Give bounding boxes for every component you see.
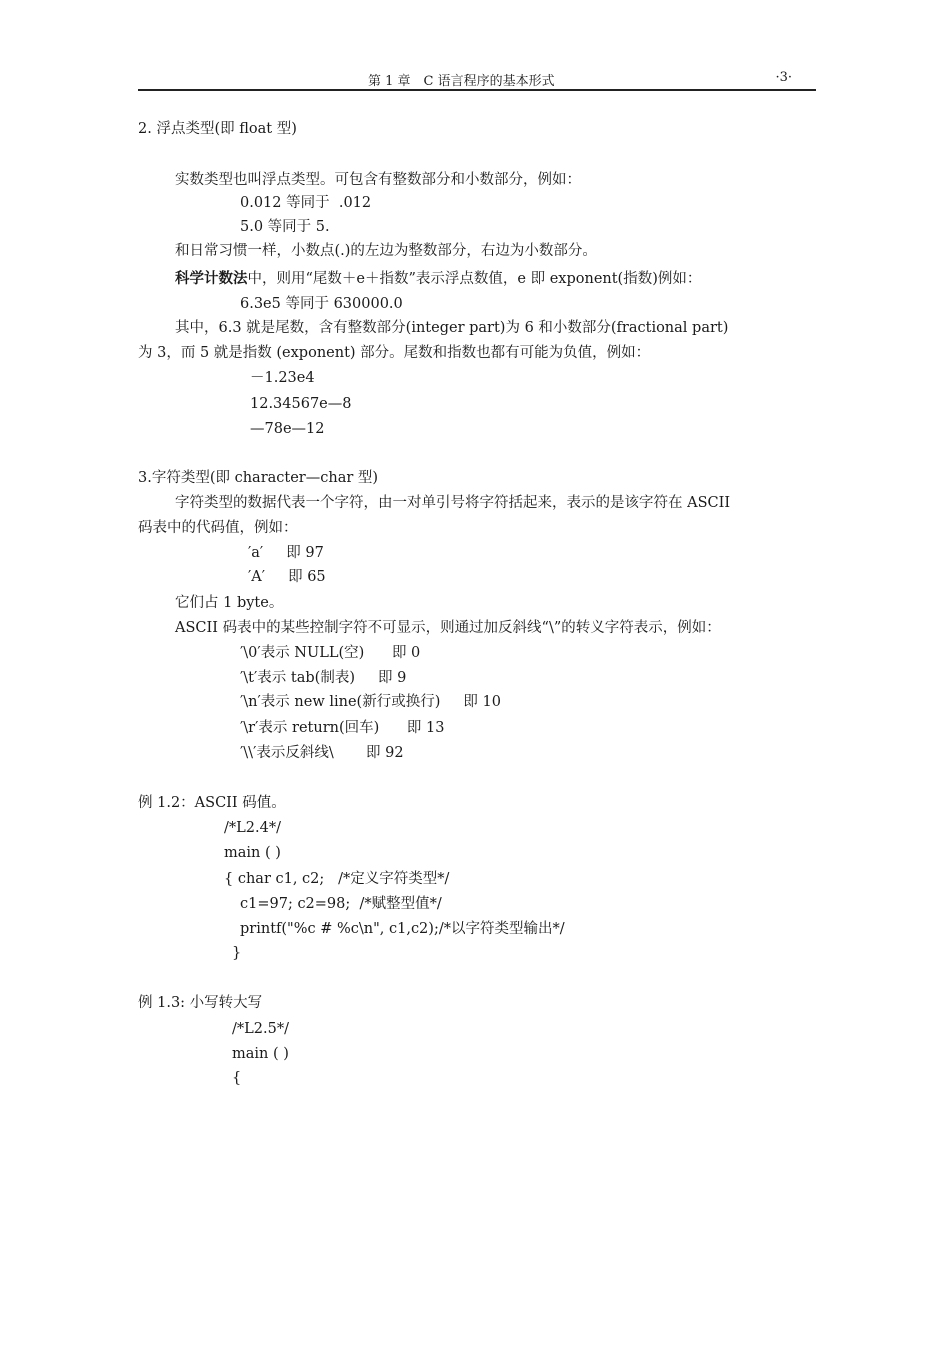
example-line: －1.23e4 (250, 370, 315, 386)
code-line: { (232, 1070, 242, 1086)
bold-term: 科学计数法 (175, 270, 248, 287)
text-line: 为 3，而 5 就是指数 (exponent) 部分。尾数和指数也都有可能为负值，例如： (138, 345, 651, 361)
section-heading-float: 2. 浮点类型(即 float 型) (138, 121, 297, 137)
text-line: 其中，6.3 就是尾数，含有整数部分(integer part)为 6 和小数部分(fractional part) (175, 320, 729, 336)
code-line: main ( ) (224, 845, 281, 861)
section-heading-char: 3.字符类型(即 character—char 型) (138, 470, 379, 486)
escape-line: ′\n′表示 new line(新行或换行) 即 10 (240, 694, 501, 710)
example-line: 5.0 等同于 5. (240, 219, 330, 235)
escape-line: ′\t′表示 tab(制表) 即 9 (240, 670, 407, 686)
text-line (175, 269, 701, 289)
code-line: main ( ) (232, 1046, 289, 1062)
example-line: ′a′ 即 97 (248, 545, 324, 561)
text-line: 它们占 1 byte。 (175, 595, 284, 611)
example-heading: 例 1.3: 小写转大写 (138, 995, 263, 1011)
page-number: ·3· (775, 70, 792, 85)
chapter-title: 第 1 章 C 语言程序的基本形式 (368, 74, 555, 89)
code-line: /*L2.5*/ (232, 1021, 289, 1037)
text-line: 码表中的代码值，例如： (138, 520, 298, 536)
page-header (138, 68, 816, 91)
code-line: /*L2.4*/ (224, 820, 281, 836)
escape-line: ′\\′表示反斜线\ 即 92 (240, 745, 404, 761)
escape-line: ′\r′表示 return(回车) 即 13 (240, 720, 445, 736)
code-line: printf("%c # %c\n", c1,c2);/*以字符类型输出*/ (240, 921, 565, 937)
code-line: c1=97; c2=98; /*赋整型值*/ (240, 896, 442, 912)
example-line: 6.3e5 等同于 630000.0 (240, 296, 403, 312)
example-line: 12.34567e—8 (250, 396, 352, 412)
example-heading: 例 1.2：ASCII 码值。 (138, 795, 286, 811)
code-line: } (232, 945, 242, 961)
code-line: { char c1, c2; /*定义字符类型*/ (224, 871, 450, 887)
escape-line: ′\0′表示 NULL(空) 即 0 (240, 645, 421, 661)
text-line: 实数类型也叫浮点类型。可包含有整数部分和小数部分，例如： (175, 172, 581, 188)
text-continuation: 中，则用“尾数＋e＋指数”表示浮点数值，e 即 exponent(指数)例如： (247, 271, 702, 287)
example-line: ′A′ 即 65 (248, 569, 326, 585)
example-line: —78e—12 (250, 421, 325, 437)
text-line: 和日常习惯一样，小数点(.)的左边为整数部分，右边为小数部分。 (175, 243, 597, 259)
text-line: 字符类型的数据代表一个字符，由一对单引号将字符括起来，表示的是该字符在 ASCII (175, 495, 731, 511)
example-line: 0.012 等同于 .012 (240, 195, 372, 211)
text-line: ASCII 码表中的某些控制字符不可显示，则通过加反斜线“\”的转义字符表示，例如： (175, 620, 721, 636)
